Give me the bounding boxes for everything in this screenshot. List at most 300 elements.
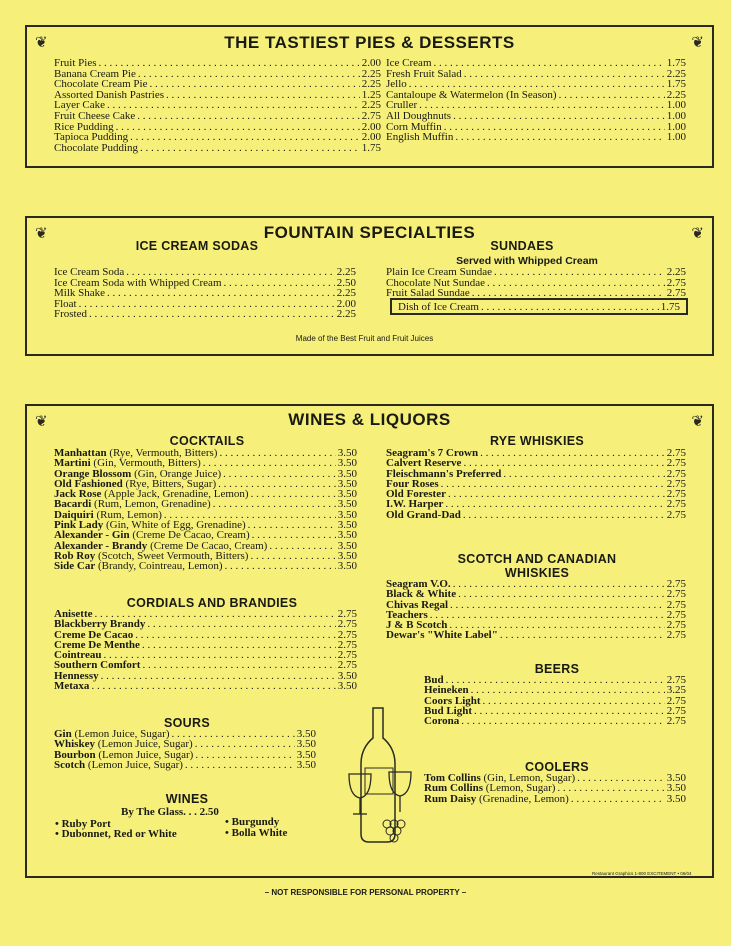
item-name: Float [54, 297, 77, 310]
sundaes-list [386, 267, 686, 299]
item-name: Fresh Fruit Salad [386, 67, 462, 80]
dot-leader [455, 132, 664, 143]
dot-leader [166, 90, 360, 101]
item-name: Frosted [54, 308, 87, 321]
item-price: 3.50 [666, 772, 686, 784]
item-price: 3.50 [296, 748, 316, 761]
sundaes-title: SUNDAES [490, 239, 554, 253]
dot-leader [419, 100, 665, 111]
item-price: 2.75 [666, 508, 686, 521]
item-name-bold: Calvert Reserve [386, 457, 462, 470]
item-price: 3.50 [296, 728, 316, 740]
dot-leader [577, 773, 665, 783]
menu-row [54, 671, 357, 681]
item-price: 2.00 [336, 297, 356, 310]
item-description: (Scotch, Sweet Vermouth, Bitters) [95, 549, 249, 562]
ornament-icon: ❦ [691, 35, 704, 51]
sodas-list [54, 267, 356, 320]
item-name-bold: Alexander - Gin [54, 529, 130, 542]
menu-row [54, 309, 356, 320]
menu-row [424, 706, 686, 716]
footer-note: – NOT RESPONSIBLE FOR PERSONAL PROPERTY – [264, 888, 467, 897]
item-price: 2.75 [666, 598, 686, 611]
item-name-bold: Daiquiri [54, 508, 94, 521]
item-price: 2.75 [337, 628, 357, 641]
item-price: 2.75 [666, 276, 686, 289]
beers-list [424, 675, 686, 726]
dot-leader [223, 469, 336, 479]
menu-row [386, 58, 686, 69]
item-price: 2.25 [361, 99, 381, 112]
item-price: 1.75 [660, 301, 680, 313]
item-description: (Rum, Lemon) [93, 508, 162, 521]
dish-of-ice-cream-box [390, 298, 688, 315]
wines-liquors-title: WINES & LIQUORS [288, 410, 451, 429]
item-name-bold: Rum Daisy [424, 792, 477, 805]
item-name: Jello [386, 78, 407, 91]
item-price: 2.75 [337, 659, 357, 672]
item-price: 3.50 [337, 477, 357, 490]
item-name-bold: Fleischmann's Preferred [386, 467, 502, 480]
item-price: 2.25 [336, 287, 356, 300]
dot-leader [453, 579, 665, 589]
item-description: (Apple Jack, Grenadine, Lemon) [101, 488, 249, 501]
scotch-list [386, 579, 686, 641]
item-price: 1.00 [666, 131, 686, 144]
item-price: 3.50 [337, 457, 357, 470]
item-description: (Lemon Juice, Sugar) [95, 748, 194, 761]
dot-leader [453, 111, 665, 122]
fruit-note: Made of the Best Fruit and Fruit Juices [295, 334, 434, 343]
beers-title: BEERS [534, 662, 580, 676]
sours-list [54, 729, 316, 770]
item-name-bold: Southern Comfort [54, 659, 141, 672]
item-name-bold: Rob Roy [54, 549, 96, 562]
item-name-bold: Orange Blossom [54, 467, 132, 480]
item-description: (Rye, Vermouth, Bitters) [106, 447, 218, 459]
item-name-bold: Coors Light [424, 694, 481, 707]
dot-leader [250, 551, 335, 561]
item-name-bold: Anisette [54, 608, 93, 620]
item-name-bold: Creme De Cacao [54, 628, 134, 641]
dot-leader [126, 267, 335, 278]
item-name-bold: Pink Lady [54, 519, 104, 532]
item-price: 3.50 [337, 680, 357, 693]
dot-leader [430, 610, 665, 620]
item-description: (Lemon, Sugar) [483, 782, 556, 795]
pies-desserts-title: THE TASTIEST PIES & DESSERTS [224, 33, 515, 52]
wine-item: • Burgundy [225, 816, 280, 828]
item-name: Layer Cake [54, 99, 105, 112]
item-description: (Gin, White of Egg, Grenadine) [103, 519, 246, 532]
item-name: Cantaloupe & Watermelon (In Season) [386, 88, 557, 101]
item-description: (Rum, Lemon, Grenadine) [91, 498, 211, 511]
item-price: 3.50 [337, 447, 357, 459]
item-name-bold: Gin [54, 728, 72, 740]
item-name-bold: Dewar's "White Label" [386, 629, 498, 642]
dot-leader [142, 640, 336, 650]
item-price: 3.50 [337, 519, 357, 532]
item-name: Milk Shake [54, 287, 106, 300]
dot-leader [463, 510, 665, 520]
wine-name: Bolla White [231, 827, 288, 839]
dot-leader [571, 794, 665, 804]
item-price: 2.75 [666, 715, 686, 728]
wine-name: Dubonnet, Red or White [61, 828, 177, 840]
item-name-bold: Old Grand-Dad [386, 508, 461, 521]
menu-row [54, 143, 381, 154]
item-price: 3.50 [296, 738, 316, 751]
dot-leader [130, 132, 360, 143]
menu-row [54, 561, 357, 571]
item-price: 1.75 [666, 57, 686, 69]
item-name: Tapioca Pudding [54, 131, 129, 144]
item-name-bold: Seagram V.O. [386, 578, 451, 590]
dot-leader [137, 111, 359, 122]
dot-leader [135, 630, 336, 640]
dot-leader [138, 69, 360, 80]
item-price: 2.75 [666, 467, 686, 480]
item-name-bold: Creme De Menthe [54, 638, 140, 651]
item-price: 2.25 [336, 266, 356, 278]
dot-leader [487, 278, 665, 289]
item-price: 2.75 [666, 588, 686, 601]
item-name-bold: Old Forester [386, 488, 446, 501]
item-name-bold: Side Car [54, 560, 96, 573]
item-description: (Lemon Juice, Sugar) [94, 738, 193, 751]
item-name-bold: Manhattan [54, 447, 107, 459]
dot-leader [224, 278, 335, 289]
item-name-bold: Teachers [386, 608, 428, 621]
item-price: 3.25 [666, 684, 686, 697]
item-description: (Rye, Bitters, Sugar) [122, 477, 217, 490]
item-name-bold: Martini [54, 457, 91, 470]
dot-leader [450, 600, 665, 610]
dot-leader [149, 79, 359, 90]
item-price: 3.50 [337, 539, 357, 552]
ornament-icon: ❦ [691, 414, 704, 430]
dot-leader [481, 302, 659, 313]
item-name-bold: Bourbon [54, 748, 96, 761]
printer-credit: Restaurant Graphics 1-800 EXCITEMENT • 06/04 [592, 871, 692, 876]
coolers-title: COOLERS [525, 760, 589, 774]
dot-leader [434, 58, 665, 69]
item-name: Ice Cream Soda with Whipped Cream [54, 276, 222, 289]
item-name [54, 561, 223, 571]
fountain-title: FOUNTAIN SPECIALTIES [263, 223, 476, 242]
ornament-icon: ❦ [35, 414, 48, 430]
menu-row [54, 267, 356, 278]
dot-leader [503, 469, 664, 479]
dot-leader [185, 760, 295, 770]
item-price: 2.25 [666, 88, 686, 101]
item-name [424, 794, 569, 804]
item-price: 3.50 [337, 549, 357, 562]
dot-leader [140, 143, 360, 154]
pies-right-list [386, 58, 686, 143]
item-price: 2.75 [666, 694, 686, 707]
item-price: 2.00 [361, 131, 381, 144]
dot-leader [91, 681, 335, 691]
menu-row [386, 69, 686, 80]
by-the-glass: By The Glass. . . 2.50 [121, 806, 219, 818]
item-price: 3.50 [337, 560, 357, 573]
item-price: 2.75 [666, 578, 686, 590]
item-price: 2.50 [336, 276, 356, 289]
dot-leader [142, 660, 335, 670]
dot-leader [494, 267, 665, 278]
cordials-title: CORDIALS AND BRANDIES [126, 596, 298, 610]
item-price: 2.75 [666, 457, 686, 470]
dot-leader [213, 499, 336, 509]
dot-leader [500, 630, 665, 640]
item-name [424, 716, 459, 726]
item-name-bold: Tom Collins [424, 772, 481, 784]
item-price: 2.00 [361, 57, 381, 69]
menu-row [386, 90, 686, 101]
item-price: 3.50 [337, 529, 357, 542]
cocktails-list [54, 448, 357, 572]
item-price: 3.50 [337, 467, 357, 480]
item-description: (Creme De Cacao, Cream) [147, 539, 268, 552]
item-name: All Doughnuts [386, 109, 452, 122]
ornament-icon: ❦ [35, 35, 48, 51]
item-price: 1.00 [666, 120, 686, 133]
pies-desserts-box [25, 25, 714, 168]
item-name-bold: Bud Light [424, 704, 472, 717]
item-price: 2.75 [666, 477, 686, 490]
menu-row [54, 111, 381, 122]
dot-leader [107, 288, 335, 299]
menu-row [54, 58, 381, 69]
item-price: 1.75 [666, 78, 686, 91]
item-price: 2.25 [361, 78, 381, 91]
menu-row [386, 132, 686, 143]
item-name: Assorted Danish Pastries [54, 88, 164, 101]
item-price: 3.50 [666, 792, 686, 805]
menu-row [54, 299, 356, 310]
item-price: 1.00 [666, 109, 686, 122]
coolers-list [424, 773, 686, 804]
menu-row [386, 111, 686, 122]
item-name [54, 760, 183, 770]
dot-leader [269, 541, 335, 551]
wine-name: Burgundy [231, 816, 280, 828]
item-name-bold: Seagram's 7 Crown [386, 447, 479, 459]
fountain-box [25, 216, 714, 356]
rye-list [386, 448, 686, 520]
dot-leader [101, 671, 336, 681]
dot-leader [441, 479, 665, 489]
item-name [386, 510, 461, 520]
wine-item: • Bolla White [225, 827, 288, 839]
item-price: 3.50 [337, 498, 357, 511]
item-name: Cruller [386, 99, 418, 112]
dot-leader [448, 489, 665, 499]
item-price: 2.75 [666, 287, 686, 300]
ornament-icon: ❦ [35, 226, 48, 242]
item-price: 2.75 [666, 674, 686, 686]
item-name-bold: Cointreau [54, 649, 102, 662]
dot-leader [219, 448, 335, 458]
item-name: Ice Cream Soda [54, 266, 125, 278]
item-name-bold: Jack Rose [54, 488, 102, 501]
menu-row [424, 794, 686, 804]
item-price: 1.75 [361, 141, 381, 154]
item-name-bold: Scotch [54, 758, 86, 771]
item-price: 2.75 [666, 608, 686, 621]
item-price: 2.75 [337, 608, 357, 620]
dot-leader [98, 58, 359, 69]
dot-leader [464, 69, 665, 80]
item-price: 2.25 [666, 266, 686, 278]
menu-row [424, 716, 686, 726]
dot-leader [203, 458, 336, 468]
dot-leader [89, 309, 335, 320]
item-name: Corn Muffin [386, 120, 442, 133]
item-name: Plain Ice Cream Sundae [386, 266, 492, 278]
item-price: 2.75 [666, 629, 686, 642]
dot-leader [445, 499, 664, 509]
item-name: Ice Cream [386, 57, 432, 69]
item-price: 2.75 [666, 488, 686, 501]
dot-leader [251, 489, 336, 499]
dot-leader [471, 685, 665, 695]
item-price: 1.25 [361, 88, 381, 101]
item-price: 1.00 [666, 99, 686, 112]
item-name [386, 630, 498, 640]
item-name: Fruit Salad Sundae [386, 287, 470, 300]
item-price: 3.50 [296, 758, 316, 771]
item-price: 3.50 [666, 782, 686, 795]
dot-leader [195, 739, 295, 749]
menu-row [54, 681, 357, 691]
item-name-bold: Bacardi [54, 498, 92, 511]
item-name: Fruit Cheese Cake [54, 109, 136, 122]
item-name: Banana Cream Pie [54, 67, 136, 80]
item-name: Dish of Ice Cream [398, 301, 479, 313]
item-name-bold: J & B Scotch [386, 619, 448, 632]
menu-row [54, 760, 316, 770]
item-price: 2.25 [336, 308, 356, 321]
item-description: (Lemon Juice, Sugar) [71, 728, 170, 740]
dot-leader [480, 448, 665, 458]
scotch-title-2: WHISKIES [504, 566, 570, 580]
menu-row [386, 267, 686, 278]
dot-leader [474, 706, 665, 716]
item-name-bold: I.W. Harper [386, 498, 444, 511]
item-name-bold: Four Roses [386, 477, 439, 490]
item-name: English Muffin [386, 131, 454, 144]
dot-leader [79, 299, 335, 310]
wines-subtitle: WINES [165, 792, 209, 806]
cocktails-title: COCKTAILS [169, 434, 245, 448]
wine-item: • Dubonnet, Red or White [55, 828, 177, 840]
item-name: Chocolate Cream Pie [54, 78, 148, 91]
item-description: (Gin, Lemon, Sugar) [480, 772, 576, 784]
item-price: 2.75 [361, 109, 381, 122]
wine-name: Ruby Port [61, 818, 111, 830]
cordials-list [54, 609, 357, 691]
item-name-bold: Black & White [386, 588, 457, 601]
dot-leader [107, 100, 360, 111]
item-description: (Brandy, Cointreau, Lemon) [95, 560, 223, 573]
item-price: 2.75 [666, 619, 686, 632]
item-price: 3.50 [337, 669, 357, 682]
item-name-bold: Bud [424, 674, 444, 686]
dot-leader [147, 619, 335, 629]
menu-row [398, 302, 680, 313]
item-name-bold: Hennessy [54, 669, 99, 682]
item-name-bold: Blackberry Brandy [54, 618, 146, 631]
menu-row [386, 600, 686, 610]
item-name: Rice Pudding [54, 120, 114, 133]
dot-leader [444, 122, 665, 133]
dot-leader [483, 696, 665, 706]
dot-leader [557, 783, 664, 793]
item-name: Chocolate Pudding [54, 141, 139, 154]
wines-liquors-box [25, 404, 714, 878]
item-price: 3.50 [337, 508, 357, 521]
item-name: Fruit Pies [54, 57, 97, 69]
item-name-bold: Old Fashioned [54, 477, 123, 490]
item-name-bold: Metaxa [54, 680, 90, 693]
dot-leader [248, 520, 336, 530]
item-name-bold: Heineken [424, 684, 469, 697]
sours-title: SOURS [164, 716, 210, 730]
dot-leader [116, 122, 360, 133]
ornament-icon: ❦ [691, 226, 704, 242]
item-name [54, 681, 89, 691]
menu-row [54, 288, 356, 299]
item-price: 2.75 [666, 447, 686, 459]
wine-bottle-illustration [343, 706, 415, 846]
dot-leader [195, 750, 294, 760]
item-price: 2.75 [337, 618, 357, 631]
item-name-bold: Chivas Regal [386, 598, 449, 611]
pies-left-list [54, 58, 381, 153]
menu-row [386, 510, 686, 520]
item-name: Chocolate Nut Sundae [386, 276, 485, 289]
scotch-title-1: SCOTCH AND CANADIAN [457, 552, 617, 566]
item-price: 2.75 [337, 638, 357, 651]
item-price: 2.25 [666, 67, 686, 80]
dot-leader [446, 675, 665, 685]
item-description: (Gin, Orange Juice) [131, 467, 222, 480]
rye-whiskies-title: RYE WHISKIES [489, 434, 585, 448]
item-name-bold: Whiskey [54, 738, 95, 751]
item-description: (Grenadine, Lemon) [476, 792, 569, 805]
item-description: (Lemon Juice, Sugar) [85, 758, 183, 771]
item-name-bold: Rum Collins [424, 782, 483, 795]
item-description: (Gin, Vermouth, Bitters) [90, 457, 201, 470]
ice-cream-sodas-title: ICE CREAM SODAS [135, 239, 259, 253]
item-description: (Creme De Cacao, Cream) [129, 529, 250, 542]
item-price: 2.75 [337, 649, 357, 662]
item-price: 2.75 [666, 704, 686, 717]
menu-row [386, 630, 686, 640]
menu-row [54, 660, 357, 670]
item-name-bold: Alexander - Brandy [54, 539, 148, 552]
wine-item: • Ruby Port [55, 818, 111, 830]
served-note: Served with Whipped Cream [456, 255, 598, 267]
dot-leader [225, 561, 336, 571]
dot-leader [559, 90, 665, 101]
item-price: 2.75 [666, 498, 686, 511]
item-price: 3.50 [337, 488, 357, 501]
item-name-bold: Corona [424, 715, 460, 728]
item-price: 2.00 [361, 120, 381, 133]
